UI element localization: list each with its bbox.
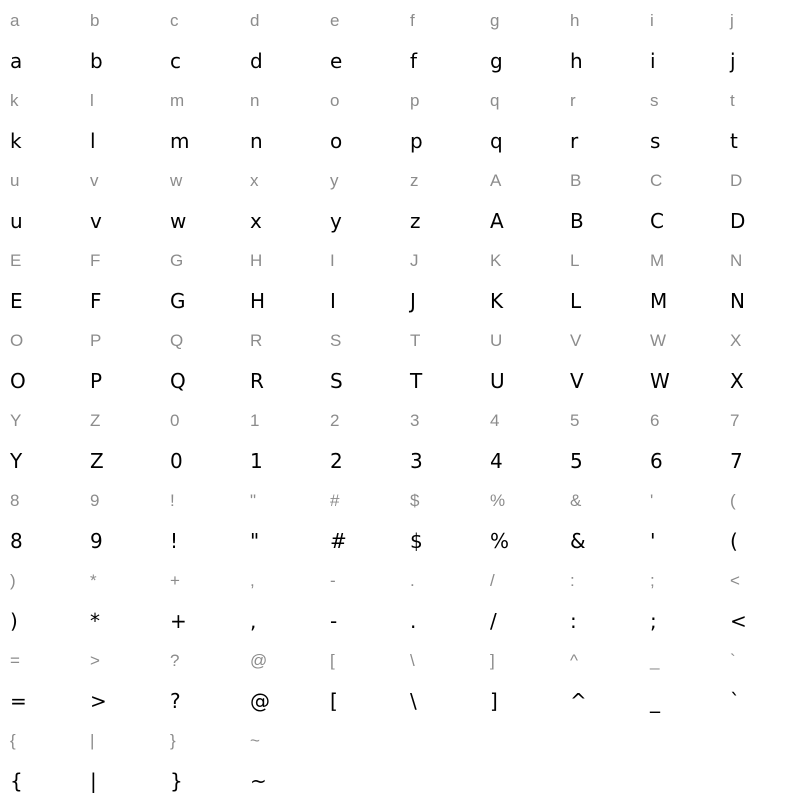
glyph-cell — [80, 160, 160, 240]
glyph-sample-large: _ — [650, 689, 660, 713]
glyph-sample-large: x — [250, 209, 262, 233]
glyph-sample-small: G — [170, 251, 184, 270]
glyph-sample-small: F — [90, 251, 101, 270]
glyph-cell — [240, 320, 320, 400]
glyph-sample-small: s — [650, 91, 659, 110]
glyph-sample-large: q — [490, 129, 503, 153]
glyph-sample-large: 6 — [650, 449, 663, 473]
glyph-cell — [320, 80, 400, 160]
glyph-cell — [400, 400, 480, 480]
glyph-sample-large: W — [650, 369, 670, 393]
glyph-sample-large: & — [570, 529, 586, 553]
glyph-sample-large: @ — [250, 689, 270, 713]
glyph-sample-large: I — [330, 289, 336, 313]
glyph-sample-large: n — [250, 129, 263, 153]
glyph-sample-large: C — [650, 209, 664, 233]
glyph-sample-small: , — [250, 571, 255, 590]
glyph-sample-large: \ — [410, 689, 417, 713]
glyph-cell — [640, 320, 720, 400]
glyph-sample-large: f — [410, 49, 418, 73]
glyph-sample-small: ? — [170, 651, 180, 670]
glyph-cell — [160, 0, 240, 80]
glyph-sample-large: a — [10, 49, 23, 73]
glyph-sample-small: 7 — [730, 411, 740, 430]
glyph-cell — [0, 0, 80, 80]
glyph-sample-small: > — [90, 651, 100, 670]
glyph-sample-small: b — [90, 11, 100, 30]
glyph-sample-large: ] — [490, 689, 498, 713]
glyph-sample-small: \ — [410, 651, 415, 670]
glyph-sample-small: { — [10, 731, 16, 750]
glyph-cell — [480, 400, 560, 480]
glyph-cell — [160, 400, 240, 480]
glyph-cell — [160, 80, 240, 160]
glyph-sample-small: N — [730, 251, 743, 270]
glyph-sample-small: f — [410, 11, 415, 30]
glyph-sample-large: e — [330, 49, 343, 73]
glyph-sample-large: $ — [410, 529, 423, 553]
glyph-cell — [240, 400, 320, 480]
glyph-cell — [80, 560, 160, 640]
glyph-cell — [320, 160, 400, 240]
glyph-sample-small: T — [410, 331, 421, 350]
glyph-sample-small: } — [170, 731, 176, 750]
glyph-sample-small: V — [570, 331, 582, 350]
glyph-cell — [720, 560, 800, 640]
glyph-sample-small: @ — [250, 651, 268, 670]
glyph-sample-small: I — [330, 251, 335, 270]
glyph-sample-large: y — [330, 209, 342, 233]
glyph-sample-small: H — [250, 251, 263, 270]
glyph-sample-small: l — [90, 91, 94, 110]
glyph-sample-small: M — [650, 251, 665, 270]
glyph-sample-large: ~ — [250, 769, 267, 793]
glyph-sample-small: 5 — [570, 411, 580, 430]
glyph-cell — [0, 320, 80, 400]
glyph-sample-large: G — [170, 289, 186, 313]
glyph-sample-large: E — [10, 289, 23, 313]
glyph-cell — [240, 0, 320, 80]
glyph-cell — [640, 560, 720, 640]
glyph-sample-large: z — [410, 209, 421, 233]
glyph-sample-large: s — [650, 129, 661, 153]
glyph-sample-large: ; — [650, 609, 657, 633]
glyph-sample-large: * — [90, 609, 100, 633]
glyph-sample-small: i — [650, 11, 654, 30]
glyph-sample-large: ? — [170, 689, 181, 713]
glyph-cell — [640, 160, 720, 240]
glyph-cell — [320, 400, 400, 480]
glyph-cell — [240, 480, 320, 560]
glyph-sample-large: U — [490, 369, 505, 393]
glyph-sample-large: Q — [170, 369, 186, 393]
glyph-cell — [720, 160, 800, 240]
glyph-cell — [640, 640, 720, 720]
glyph-cell — [0, 80, 80, 160]
glyph-sample-small: y — [330, 171, 339, 190]
glyph-sample-small: J — [410, 251, 419, 270]
glyph-cell — [480, 560, 560, 640]
glyph-cell — [480, 320, 560, 400]
glyph-sample-large: - — [330, 609, 338, 633]
glyph-cell — [240, 160, 320, 240]
glyph-sample-large: B — [570, 209, 584, 233]
glyph-sample-large: , — [250, 609, 257, 633]
glyph-sample-large: r — [570, 129, 579, 153]
glyph-cell — [720, 240, 800, 320]
glyph-cell — [720, 80, 800, 160]
glyph-sample-small: ( — [730, 491, 736, 510]
glyph-sample-small: ; — [650, 571, 655, 590]
glyph-sample-large: i — [650, 49, 656, 73]
glyph-cell — [720, 640, 800, 720]
glyph-sample-small: * — [90, 571, 97, 590]
glyph-sample-small: q — [490, 91, 500, 110]
glyph-sample-small: u — [10, 171, 20, 190]
glyph-cell — [160, 640, 240, 720]
glyph-sample-large: V — [570, 369, 584, 393]
glyph-sample-large: ^ — [570, 689, 587, 713]
glyph-sample-small: 1 — [250, 411, 260, 430]
glyph-sample-large: H — [250, 289, 266, 313]
glyph-sample-large: 0 — [170, 449, 183, 473]
glyph-cell — [240, 640, 320, 720]
glyph-cell — [400, 240, 480, 320]
glyph-sample-small: r — [570, 91, 576, 110]
glyph-sample-large: % — [490, 529, 510, 553]
glyph-sample-small: 2 — [330, 411, 340, 430]
glyph-cell — [0, 560, 80, 640]
glyph-sample-large: j — [730, 49, 736, 73]
glyph-sample-small: K — [490, 251, 502, 270]
glyph-sample-large: h — [570, 49, 583, 73]
glyph-sample-large: J — [410, 289, 416, 313]
glyph-sample-large: . — [410, 609, 417, 633]
glyph-sample-small: e — [330, 11, 340, 30]
glyph-cell — [160, 240, 240, 320]
glyph-sample-large: v — [90, 209, 102, 233]
glyph-sample-large: 8 — [10, 529, 23, 553]
glyph-sample-large: + — [170, 609, 187, 633]
glyph-sample-large: d — [250, 49, 263, 73]
glyph-sample-small: ^ — [570, 651, 578, 670]
glyph-sample-small: 9 — [90, 491, 100, 510]
glyph-sample-large: ( — [730, 529, 738, 553]
glyph-sample-large: D — [730, 209, 746, 233]
glyph-sample-small: + — [170, 571, 180, 590]
glyph-cell — [320, 320, 400, 400]
glyph-sample-small: % — [490, 491, 506, 510]
glyph-cell — [160, 560, 240, 640]
glyph-cell — [240, 560, 320, 640]
glyph-cell — [80, 400, 160, 480]
glyph-sample-large: 9 — [90, 529, 103, 553]
glyph-cell — [400, 560, 480, 640]
glyph-sample-small: g — [490, 11, 500, 30]
glyph-cell — [720, 320, 800, 400]
glyph-sample-large: u — [10, 209, 23, 233]
glyph-sample-small: p — [410, 91, 420, 110]
glyph-cell — [640, 80, 720, 160]
glyph-sample-small: h — [570, 11, 580, 30]
glyph-cell — [160, 160, 240, 240]
glyph-sample-small: $ — [410, 491, 420, 510]
glyph-sample-small: ) — [10, 571, 16, 590]
glyph-sample-large: { — [10, 769, 23, 793]
glyph-sample-small: d — [250, 11, 260, 30]
glyph-cell — [0, 640, 80, 720]
glyph-sample-small: n — [250, 91, 260, 110]
glyph-cell — [400, 160, 480, 240]
glyph-sample-large: ! — [170, 529, 179, 553]
glyph-sample-large: / — [490, 609, 497, 633]
glyph-cell — [640, 240, 720, 320]
glyph-sample-small: P — [90, 331, 102, 350]
glyph-sample-small: ` — [730, 651, 736, 670]
glyph-sample-large: ` — [730, 689, 740, 713]
glyph-sample-small: X — [730, 331, 742, 350]
glyph-sample-large: = — [10, 689, 27, 713]
glyph-sample-large: b — [90, 49, 103, 73]
glyph-cell — [320, 480, 400, 560]
glyph-cell — [240, 80, 320, 160]
glyph-sample-small: B — [570, 171, 582, 190]
glyph-cell — [560, 480, 640, 560]
glyph-cell — [80, 80, 160, 160]
glyph-cell — [560, 160, 640, 240]
glyph-cell — [160, 720, 240, 800]
glyph-sample-large: ) — [10, 609, 18, 633]
glyph-cell — [720, 480, 800, 560]
glyph-sample-small: c — [170, 11, 179, 30]
glyph-sample-large: < — [730, 609, 747, 633]
glyph-cell — [560, 640, 640, 720]
glyph-cell — [560, 240, 640, 320]
glyph-cell — [720, 400, 800, 480]
glyph-sample-large: M — [650, 289, 668, 313]
glyph-sample-small: t — [730, 91, 735, 110]
glyph-cell — [0, 400, 80, 480]
glyph-sample-small: W — [650, 331, 667, 350]
glyph-sample-large: R — [250, 369, 264, 393]
glyph-sample-large: o — [330, 129, 343, 153]
glyph-sample-large: 5 — [570, 449, 583, 473]
glyph-sample-large: L — [570, 289, 582, 313]
glyph-sample-large: P — [90, 369, 103, 393]
glyph-sample-large: N — [730, 289, 745, 313]
glyph-sample-large: c — [170, 49, 181, 73]
glyph-cell — [400, 0, 480, 80]
glyph-sample-large: 3 — [410, 449, 423, 473]
glyph-sample-large: X — [730, 369, 744, 393]
glyph-sample-small: _ — [650, 651, 660, 670]
glyph-sample-small: j — [730, 11, 734, 30]
glyph-cell — [80, 0, 160, 80]
glyph-sample-large: 4 — [490, 449, 503, 473]
glyph-sample-large: # — [330, 529, 347, 553]
glyph-sample-small: z — [410, 171, 419, 190]
glyph-sample-small: Y — [10, 411, 22, 430]
glyph-sample-small: & — [570, 491, 582, 510]
glyph-sample-small: ! — [170, 491, 175, 510]
glyph-cell — [240, 720, 320, 800]
glyph-sample-small: # — [330, 491, 340, 510]
glyph-cell — [480, 0, 560, 80]
glyph-cell — [560, 560, 640, 640]
glyph-sample-small: o — [330, 91, 340, 110]
glyph-sample-large: T — [410, 369, 423, 393]
glyph-sample-large: S — [330, 369, 343, 393]
glyph-sample-small: : — [570, 571, 575, 590]
glyph-sample-small: D — [730, 171, 743, 190]
glyph-cell — [640, 400, 720, 480]
glyph-sample-small: 8 — [10, 491, 20, 510]
glyph-sample-large: O — [10, 369, 26, 393]
glyph-sample-small: 3 — [410, 411, 420, 430]
glyph-cell — [480, 480, 560, 560]
glyph-cell — [80, 720, 160, 800]
glyph-cell — [560, 320, 640, 400]
glyph-sample-small: m — [170, 91, 185, 110]
glyph-sample-small: 0 — [170, 411, 180, 430]
glyph-cell — [80, 640, 160, 720]
glyph-cell — [320, 640, 400, 720]
glyph-sample-large: 2 — [330, 449, 343, 473]
glyph-sample-large: : — [570, 609, 577, 633]
glyph-cell — [640, 480, 720, 560]
glyph-sample-small: ] — [490, 651, 495, 670]
glyph-sample-large: Z — [90, 449, 104, 473]
glyph-cell — [640, 0, 720, 80]
glyph-sample-small: O — [10, 331, 24, 350]
glyph-sample-large: ' — [650, 529, 656, 553]
glyph-sample-small: v — [90, 171, 99, 190]
glyph-cell — [320, 560, 400, 640]
glyph-sample-small: ' — [650, 491, 654, 510]
glyph-cell — [320, 0, 400, 80]
glyph-cell — [400, 320, 480, 400]
glyph-cell — [560, 400, 640, 480]
glyph-sample-large: [ — [330, 689, 338, 713]
glyph-sample-large: l — [90, 129, 96, 153]
glyph-cell — [480, 160, 560, 240]
glyph-sample-large: } — [170, 769, 183, 793]
glyph-sample-large: g — [490, 49, 503, 73]
glyph-sample-large: " — [250, 529, 260, 553]
glyph-sample-small: R — [250, 331, 263, 350]
glyph-sample-small: E — [10, 251, 22, 270]
glyph-sample-large: F — [90, 289, 102, 313]
glyph-cell — [240, 240, 320, 320]
glyph-sample-large: m — [170, 129, 190, 153]
glyph-cell — [80, 320, 160, 400]
glyph-sample-small: Q — [170, 331, 184, 350]
glyph-sample-large: w — [170, 209, 187, 233]
glyph-cell — [400, 80, 480, 160]
glyph-sample-large: Y — [10, 449, 23, 473]
glyph-cell — [560, 80, 640, 160]
glyph-cell — [0, 160, 80, 240]
glyph-cell — [0, 720, 80, 800]
glyph-sample-small: | — [90, 731, 95, 750]
glyph-sample-small: C — [650, 171, 663, 190]
glyph-cell — [400, 640, 480, 720]
glyph-cell — [400, 480, 480, 560]
glyph-sample-small: 6 — [650, 411, 660, 430]
glyph-sample-small: w — [170, 171, 183, 190]
glyph-sample-small: A — [490, 171, 502, 190]
glyph-cell — [320, 240, 400, 320]
glyph-sample-small: / — [490, 571, 495, 590]
glyph-cell — [80, 480, 160, 560]
glyph-sample-large: K — [490, 289, 504, 313]
glyph-sample-small: k — [10, 91, 19, 110]
glyph-cell — [560, 0, 640, 80]
glyph-sample-large: p — [410, 129, 423, 153]
glyph-sample-small: . — [410, 571, 415, 590]
glyph-sample-small: x — [250, 171, 259, 190]
glyph-sample-large: t — [730, 129, 738, 153]
glyph-cell — [80, 240, 160, 320]
glyph-sample-small: a — [10, 11, 20, 30]
glyph-cell — [480, 80, 560, 160]
glyph-sample-small: U — [490, 331, 503, 350]
glyph-cell — [0, 240, 80, 320]
glyph-sample-large: > — [90, 689, 107, 713]
glyph-cell — [480, 240, 560, 320]
glyph-sample-large: | — [90, 769, 97, 793]
glyph-sample-small: ~ — [250, 731, 260, 750]
glyph-sample-small: < — [730, 571, 740, 590]
glyph-sample-small: S — [330, 331, 342, 350]
glyph-sample-large: A — [490, 209, 504, 233]
glyph-sample-small: - — [330, 571, 336, 590]
glyph-cell — [160, 480, 240, 560]
glyph-cell — [0, 480, 80, 560]
glyph-sample-small: Z — [90, 411, 101, 430]
glyph-sample-large: 1 — [250, 449, 263, 473]
glyph-sample-large: k — [10, 129, 22, 153]
glyph-sample-small: = — [10, 651, 20, 670]
glyph-sample-large: 7 — [730, 449, 743, 473]
glyph-cell — [160, 320, 240, 400]
glyph-sample-small: L — [570, 251, 580, 270]
glyph-sample-small: 4 — [490, 411, 500, 430]
glyph-sample-small: " — [250, 491, 257, 510]
glyph-cell — [720, 0, 800, 80]
glyph-sample-small: [ — [330, 651, 335, 670]
glyph-cell — [480, 640, 560, 720]
